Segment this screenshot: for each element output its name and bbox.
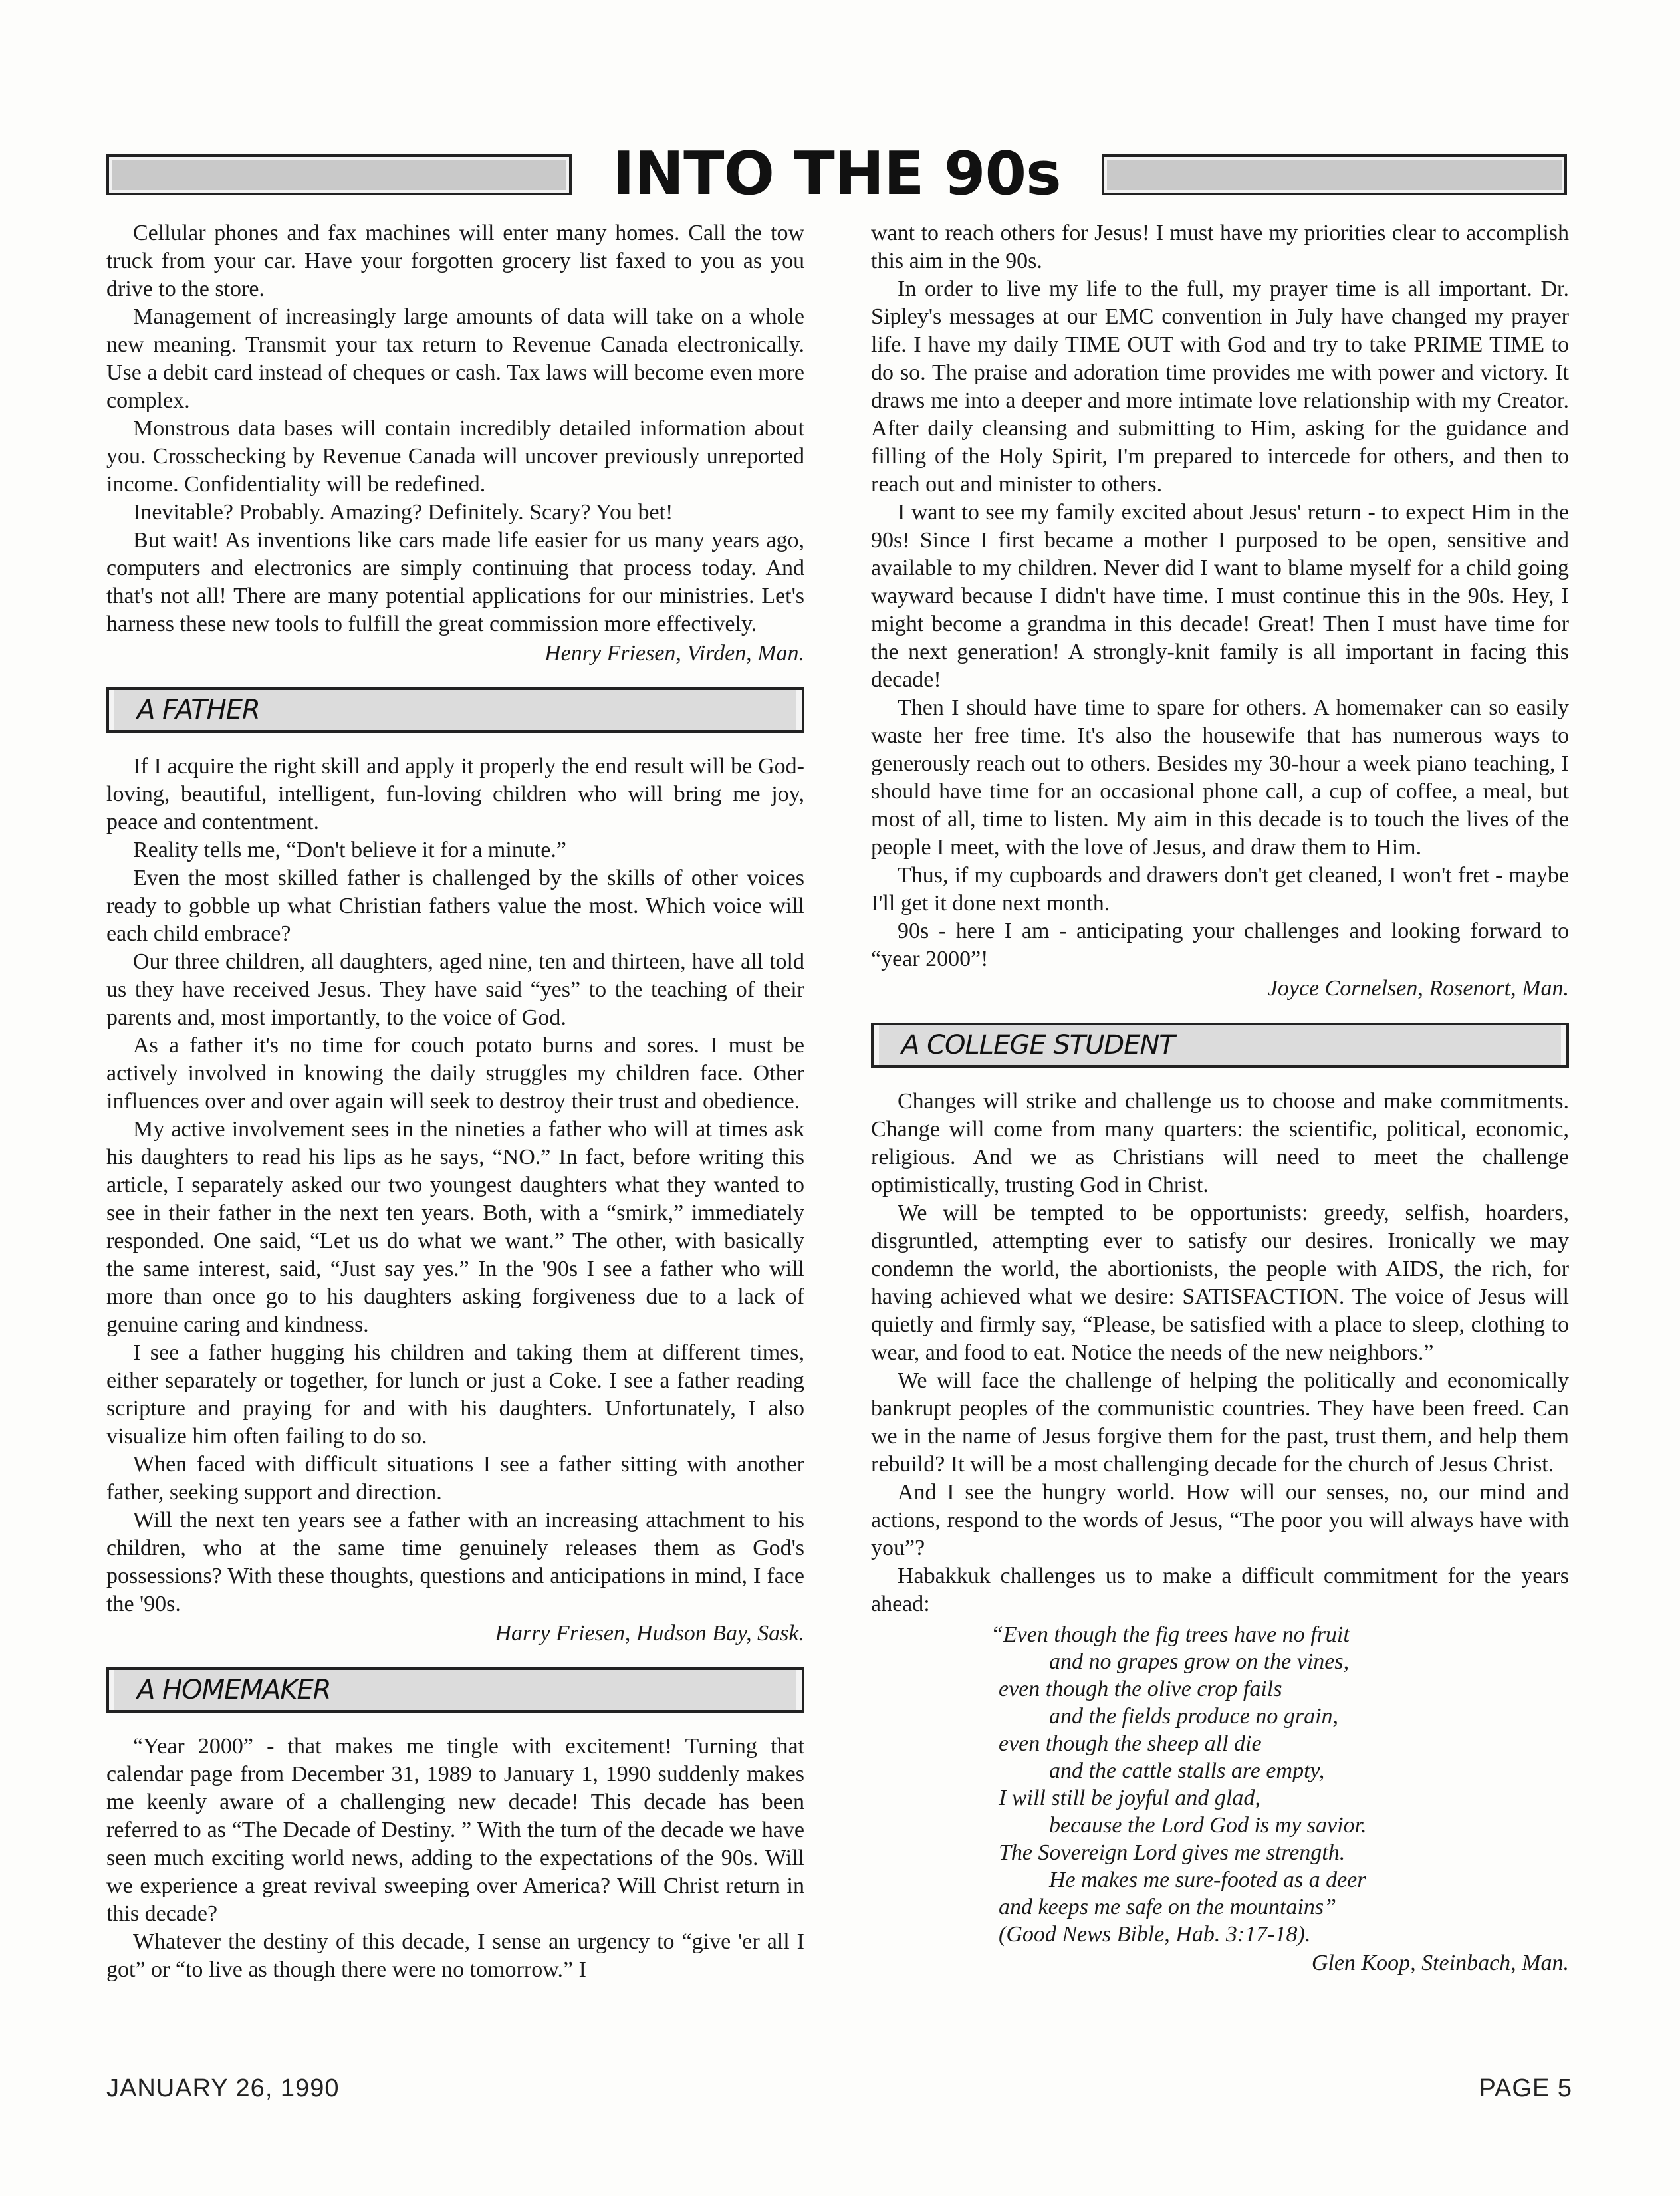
poem-line: and keeps me safe on the mountains” [999, 1895, 1337, 1919]
issue-date: JANUARY 26, 1990 [106, 2074, 340, 2102]
poem-line: and the cattle stalls are empty, [1049, 1759, 1325, 1783]
paragraph: Monstrous data bases will contain incredibly detailed information about you. Crosschecking by Revenue Canada will uncover previously unreported income. Confidentiality will be redefined. [106, 416, 804, 497]
poem-citation: (Good News Bible, Hab. 3:17-18). [999, 1922, 1311, 1947]
paragraph: Will the next ten years see a father with an increasing attachment to his children, who at the same time genuinely releases them as God's possessions? With these thoughts, questions and anticipations in mind, I face the '90s. [106, 1508, 804, 1616]
paragraph: Then I should have time to spare for others. A homemaker can so easily waste her free time. It's also the housewife that has numerous ways to generously reach out to others. Besides my 30-hour a week piano teaching, I should have time for an occasional phone call, a cup of coffee, a meal, but most of all, time to listen. My aim in this decade is to touch the lives of the people I meet, with the love of Jesus, and draw them to Him. [871, 695, 1569, 860]
poem-line: and no grapes grow on the vines, [1049, 1649, 1350, 1674]
paragraph: Habakkuk challenges us to make a difficult commitment for the years ahead: [871, 1564, 1569, 1616]
paragraph: Cellular phones and fax machines will enter many homes. Call the tow truck from your car. Have your forgotten grocery list faxed to you as you drive to the store. [106, 221, 804, 301]
byline: Harry Friesen, Hudson Bay, Sask. [495, 1621, 804, 1646]
section-heading-father: A FATHER [106, 687, 804, 733]
scripture-quote [871, 1621, 1569, 1948]
paragraph: Reality tells me, “Don't believe it for a minute.” [133, 838, 566, 862]
college-student-article [871, 1088, 1569, 1977]
paragraph: If I acquire the right skill and apply it properly the end result will be God-loving, beautiful, intelligent, fun-loving children who will bring me joy, peace and contentment. [106, 754, 804, 834]
poem-line: He makes me sure-footed as a deer [1049, 1868, 1366, 1892]
paragraph: I see a father hugging his children and taking them at different times, either separately or together, for lunch or just a Coke. I see a father reading scripture and praying for and with his daughters. Unfortunately, I also visualize him often failing to do so. [106, 1340, 804, 1449]
left-column [106, 219, 804, 1984]
father-article [106, 753, 804, 1647]
paragraph: We will be tempted to be opportunists: greedy, selfish, hoarders, disgruntled, attempting ever to satisfy our desires. Ironically we may condemn the world, the abortionists, the people with AIDS, the rich, for having achieved what we desire: SATISFACTION. The voice of Jesus will quietly and firmly say, “Please, be satisfied with a place to sleep, clothing to wear, and food to eat. Notice the needs of the new neighbors.” [871, 1201, 1569, 1365]
byline: Joyce Cornelsen, Rosenort, Man. [1267, 976, 1569, 1001]
paragraph: Thus, if my cupboards and drawers don't get cleaned, I won't fret - maybe I'll get it done next month. [871, 863, 1569, 915]
paragraph: “Year 2000” - that makes me tingle with excitement! Turning that calendar page from December 31, 1989 to January 1, 1990 suddenly makes me keenly aware of a challenging new decade! This decade has been referred to as “The Decade of Destiny. ” With the turn of the decade we have seen much exciting world news, adding to the expectations of the 90s. Will we experience a great revival sweeping over America? Will Christ return in this decade? [106, 1734, 804, 1926]
page-number: PAGE 5 [1479, 2074, 1572, 2102]
poem-line: even though the olive crop fails [999, 1677, 1282, 1701]
paragraph: But wait! As inventions like cars made life easier for us many years ago, computers and electronics are simply continuing that process today. And that's not all! There are many potential applications for our ministries. Let's harness these new tools to fulfill the great commission more effectively. [106, 528, 804, 636]
paragraph: 90s - here I am - anticipating your challenges and looking forward to “year 2000”! [871, 919, 1569, 971]
byline: Glen Koop, Steinbach, Man. [1311, 1951, 1569, 1975]
masthead-rule-right [1102, 154, 1567, 195]
paragraph: As a father it's no time for couch potato burns and sores. I must be actively involved in knowing the daily struggles my children face. Other influences over and over again will seek to destroy their trust and obedience. [106, 1033, 804, 1114]
poem-line: and the fields produce no grain, [1049, 1704, 1339, 1729]
paragraph: Management of increasingly large amounts of data will take on a whole new meaning. Transmit your tax return to Revenue Canada electronically. Use a debit card instead of cheques or cash. Tax laws will become even more complex. [106, 305, 804, 413]
section-heading-college-student: A COLLEGE STUDENT [871, 1023, 1569, 1068]
poem-line: even though the sheep all die [999, 1731, 1262, 1756]
paragraph: Whatever the destiny of this decade, I sense an urgency to “give 'er all I got” or “to live as though there were no tomorrow.” I [106, 1929, 804, 1982]
homemaker-article-continued [871, 219, 1569, 1003]
paragraph: Changes will strike and challenge us to choose and make commitments. Change will come from many quarters: the scientific, political, economic, religious. And we as Christians will need to meet the challenge optimistically, trusting God in Christ. [871, 1089, 1569, 1197]
masthead-title: INTO THE 90s [612, 139, 1061, 209]
paragraph: Inevitable? Probably. Amazing? Definitely. Scary? You bet! [133, 500, 673, 525]
right-column [871, 219, 1569, 1977]
poem-line: The Sovereign Lord gives me strength. [999, 1840, 1346, 1865]
paragraph: I want to see my family excited about Jesus' return - to expect Him in the 90s! Since I first became a mother I purposed to be open, sensitive and available to my children. Never did I want to blame myself for a child going wayward because I didn't have time. I must continue this in the 90s. Hey, I might become a grandma in this decade! Great! Then I must have time for the next generation! A strongly-knit family is all important in facing this decade! [871, 500, 1569, 692]
poem-line: I will still be joyful and glad, [999, 1786, 1260, 1810]
masthead-rule-left [106, 154, 572, 195]
section-heading-homemaker: A HOMEMAKER [106, 1667, 804, 1713]
poem-line: “Even though the fig trees have no fruit [991, 1622, 1350, 1647]
homemaker-article-start [106, 1733, 804, 1984]
paragraph: Even the most skilled father is challenged by the skills of other voices ready to gobble up what Christian fathers value the most. Which voice will each child embrace? [106, 866, 804, 946]
intro-article [106, 219, 804, 668]
paragraph: My active involvement sees in the nineties a father who will at times ask his daughters to read his lips as he says, “NO.” In fact, before writing this article, I separately asked our two youngest daughters what they wanted to see in their father in the next ten years. Both, with a “smirk,” immediately responded. One said, “Let us do what we want.” The other, with basically the same interest, said, “Just say yes.” In the '90s I see a father who will more than once go to his daughters asking forgiveness due to a lack of genuine caring and kindness. [106, 1117, 804, 1337]
paragraph: When faced with difficult situations I see a father sitting with another father, seeking support and direction. [106, 1452, 804, 1505]
paragraph: And I see the hungry world. How will our senses, no, our mind and actions, respond to the words of Jesus, “The poor you will always have with you”? [871, 1480, 1569, 1560]
paragraph: Our three children, all daughters, aged nine, ten and thirteen, have all told us they have received Jesus. They have said “yes” to the teaching of their parents and, most importantly, to the voice of God. [106, 949, 804, 1030]
poem-line: because the Lord God is my savior. [1049, 1813, 1367, 1838]
paragraph: We will face the challenge of helping the politically and economically bankrupt peoples of the communistic countries. They have been freed. Can we in the name of Jesus forgive them for the past, trust them, and help them rebuild? It will be a most challenging decade for the church of Jesus Christ. [871, 1368, 1569, 1477]
byline: Henry Friesen, Virden, Man. [544, 641, 804, 666]
paragraph: In order to live my life to the full, my prayer time is all important. Dr. Sipley's messages at our EMC convention in July have changed my prayer life. I have my daily TIME OUT with God and try to take PRIME TIME to do so. The praise and adoration time provides me with power and victory. It draws me into a deeper and more intimate love relationship with my Creator. After daily cleansing and submitting to Him, asking for the guidance and filling of the Holy Spirit, I'm prepared to intercede for others, and then to reach out and minister to others. [871, 277, 1569, 497]
paragraph: want to reach others for Jesus! I must have my priorities clear to accomplish this aim in the 90s. [871, 221, 1569, 273]
